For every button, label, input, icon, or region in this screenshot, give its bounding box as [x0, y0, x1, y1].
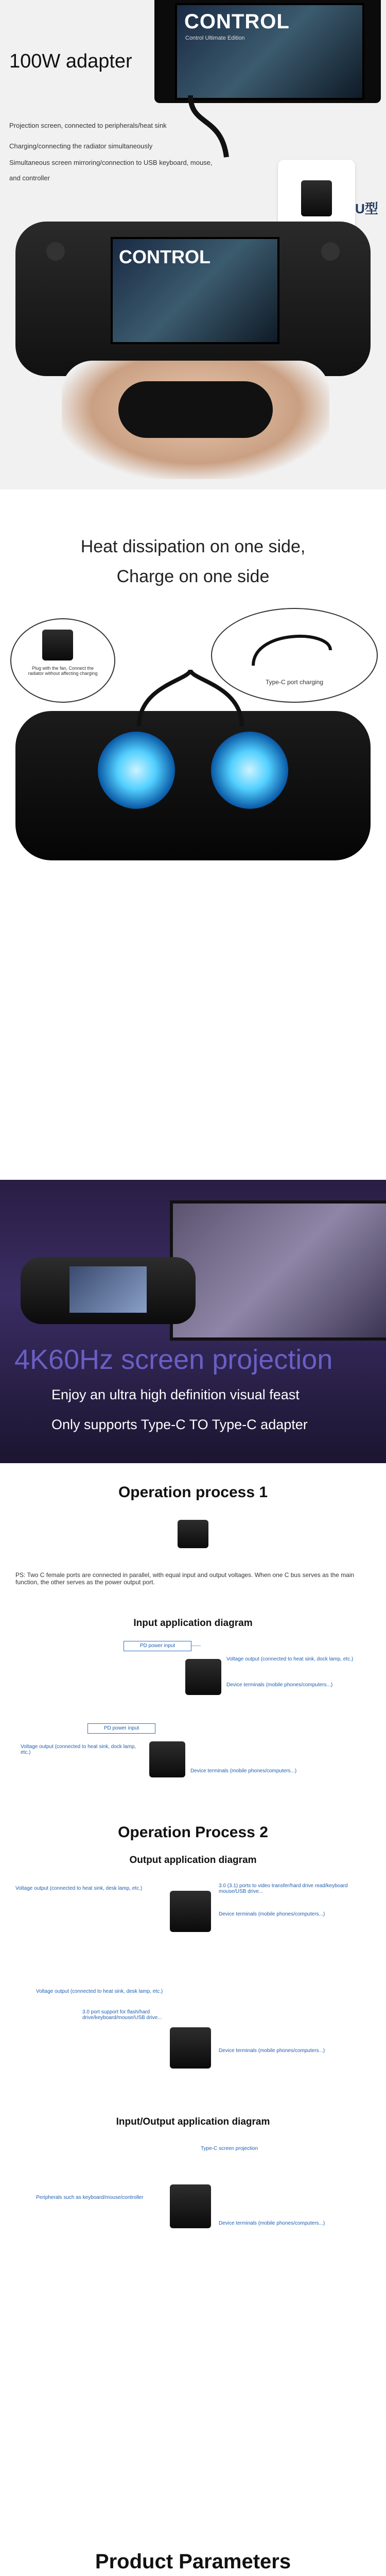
input-title: Input application diagram — [133, 1618, 253, 1629]
adapter-icon-input2 — [149, 1741, 185, 1777]
projection-title: 4K60Hz screen projection — [14, 1344, 333, 1375]
top-console-image — [154, 0, 381, 103]
projection-sub-2: Only supports Type-C TO Type-C adapter — [51, 1417, 308, 1432]
voltage-output-label: Voltage output (connected to heat sink, dock lamp, etc.) — [226, 1656, 354, 1662]
left-bubble — [10, 618, 115, 703]
op2-title: Operation Process 2 — [118, 1824, 268, 1841]
u-badge: U型 — [355, 201, 378, 216]
device-terminal-label: Device terminals (mobile phones/computers...) — [226, 1682, 333, 1688]
typec-projection-label: Type-C screen projection — [201, 2146, 258, 2151]
spec-line-1: Projection screen, connected to peripherals/heat sink — [9, 122, 167, 129]
adapter-icon-io — [170, 2184, 211, 2228]
adapter-inset — [278, 160, 355, 232]
adapter-icon-output2 — [170, 2027, 211, 2069]
op1-ps: PS: Two C female ports are connected in parallel, with equal input and output voltages. When one C bus serves as the main function, the other serves as the power output port. — [15, 1571, 355, 1586]
screen-subtitle: Control Ultimate Edition — [185, 35, 245, 41]
parameters-section — [0, 2499, 386, 2576]
io-device-label: Device terminals (mobile phones/computers...) — [219, 2221, 325, 2226]
handheld-console — [15, 222, 371, 376]
console-screen-logo: CONTROL — [119, 246, 210, 267]
heat-title-line1: Heat dissipation on one side, — [80, 537, 306, 556]
projection-sub-1: Enjoy an ultra high definition visual feast — [51, 1387, 300, 1402]
projection-section — [0, 1180, 386, 1463]
hero-section — [0, 0, 386, 489]
adapter-icon-input1 — [185, 1659, 221, 1695]
fan-left-icon — [98, 732, 175, 809]
voltage-output-a: Voltage output (connected to heat sink, desk lamp, etc.) — [15, 1886, 143, 1891]
operations-section — [0, 1463, 386, 2499]
adapter-icon-left — [42, 630, 73, 660]
voltage-output-b: Voltage output (connected to heat sink, desk lamp, etc.) — [36, 1989, 163, 1994]
console-back — [15, 711, 371, 860]
gamepad-icon — [118, 381, 273, 438]
right-stick-icon — [321, 242, 340, 261]
left-bubble-caption: Plug with the fan, Connect the radiator without affecting charging — [28, 666, 98, 676]
console-screen — [111, 237, 279, 344]
device-terminal-label-2: Device terminals (mobile phones/computers...) — [190, 1768, 297, 1774]
projection-handheld-screen — [69, 1266, 147, 1313]
hands-illustration — [62, 361, 329, 479]
charging-cable-icon — [243, 619, 346, 676]
top-screen — [175, 3, 364, 100]
params-title: Product Parameters — [95, 2550, 291, 2573]
usb-support-a: 3.0 (3.1) ports to video transfer/hard drive read/keyboard mouse/USB drive... — [219, 1883, 348, 1894]
heat-section — [0, 489, 386, 1180]
output-title: Output application diagram — [129, 1855, 257, 1866]
connected-cables — [108, 670, 273, 732]
voltage-output-label-2: Voltage output (connected to heat sink, dock lamp, etc.) — [21, 1744, 136, 1755]
peripherals-label: Peripherals such as keyboard/mouse/controller — [36, 2195, 144, 2200]
screen-logo: CONTROL — [184, 10, 290, 33]
cable-illustration — [170, 95, 247, 162]
right-bubble-caption: Type-C port charging — [265, 679, 324, 686]
adapter-icon-output1 — [170, 1891, 211, 1932]
pd-power-input-label: PD power input — [124, 1641, 191, 1651]
adapter-icon — [301, 180, 332, 216]
spec-line-2: Charging/connecting the radiator simultaneously — [9, 142, 153, 150]
op1-title: Operation process 1 — [118, 1484, 268, 1501]
spec-line-3: Simultaneous screen mirroring/connection to USB keyboard, mouse, — [9, 159, 213, 166]
pd-power-input-label-2: PD power input — [87, 1723, 155, 1734]
adapter-icon-op1 — [178, 1520, 208, 1548]
left-stick-icon — [46, 242, 65, 261]
io-title: Input/Output application diagram — [116, 2116, 270, 2127]
device-b: Device terminals (mobile phones/computers...) — [219, 2048, 325, 2054]
hero-title: 100W adapter — [9, 50, 132, 72]
device-a: Device terminals (mobile phones/computers...) — [219, 1911, 325, 1917]
tv-screen — [170, 1200, 386, 1341]
fan-right-icon — [211, 732, 288, 809]
projection-handheld — [21, 1257, 196, 1324]
heat-title-line2: Charge on one side — [116, 567, 270, 586]
spec-line-4: and controller — [9, 174, 50, 182]
usb-support-b: 3.0 port support for flash/hard drive/keyboard/mouse/USB drive... — [82, 2009, 162, 2021]
